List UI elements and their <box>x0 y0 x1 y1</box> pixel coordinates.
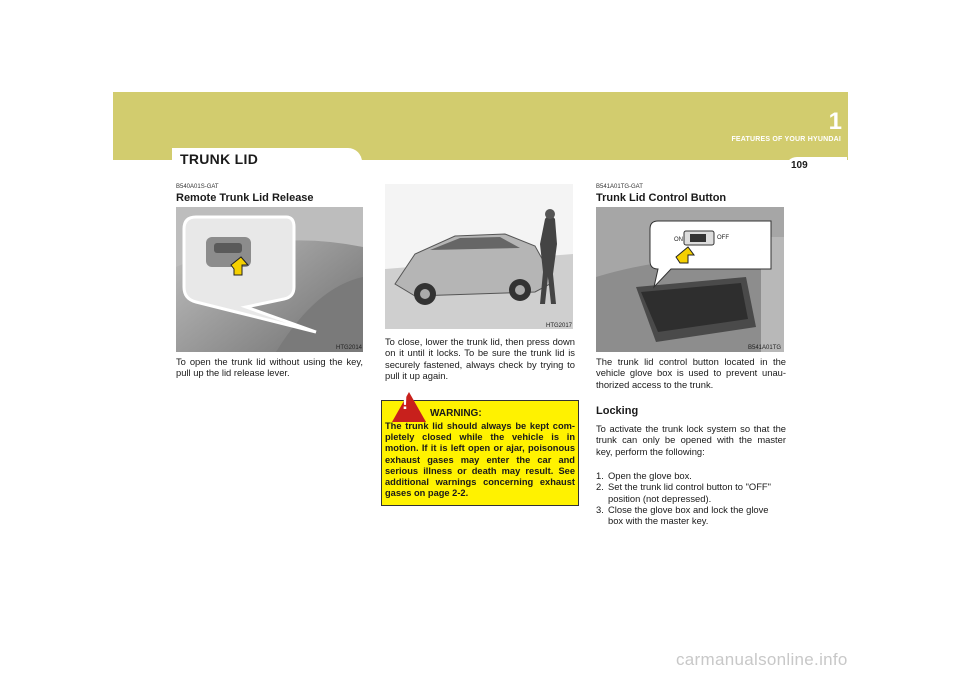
right-section-code: B541A01TG-GAT <box>596 184 643 190</box>
step-text: Open the glove box. <box>608 470 692 481</box>
middle-photo-label: HTG2017 <box>546 323 573 329</box>
right-photo-label: B541A01TG <box>748 345 782 351</box>
watermark: carmanualsonline.info <box>676 650 848 669</box>
list-item <box>596 481 786 504</box>
closing-trunk-photo <box>385 184 573 329</box>
glove-box-illustration <box>596 207 784 352</box>
warning-exclamation: ! <box>402 393 408 413</box>
step-number: 3. <box>596 503 604 515</box>
left-body-text: To open the trunk lid without using the key, pull up the lid release lever. <box>176 356 363 379</box>
trunk-release-lever-illustration <box>176 207 363 352</box>
middle-body-text: To close, lower the trunk lid, then press down on it until it locks. To be sure the trunk lid is securely fastened, always check by trying to pull it up again. <box>385 336 575 381</box>
step-number: 2. <box>596 481 604 493</box>
trunk-release-lever-photo <box>176 207 363 352</box>
switch-off-label: OFF <box>717 235 729 241</box>
warning-box <box>381 400 579 506</box>
section-title: TRUNK LID <box>180 151 259 167</box>
locking-steps <box>596 470 786 526</box>
step-text: Close the glove box and lock the glove box with the master key. <box>608 503 769 527</box>
locking-heading: Locking <box>596 405 639 417</box>
warning-title: WARNING: <box>430 408 482 419</box>
page-number-tab <box>785 157 847 175</box>
right-heading: Trunk Lid Control Button <box>596 192 727 204</box>
step-text: Set the trunk lid control button to "OFF" position (not depressed). <box>608 481 771 504</box>
list-item <box>596 470 786 481</box>
chapter-number: 1 <box>828 108 842 135</box>
left-section-code: B540A01S-GAT <box>176 184 219 190</box>
sedan-illustration <box>385 184 573 329</box>
switch-on-label: ON <box>674 237 683 243</box>
warning-text: The trunk lid should always be kept com-pletely closed while the vehicle is in motion. If it is left open or ajar, poisonous exhaust gases may enter the car and serious illness or death may result. See additional warnings concerning exhaust gases on page 2-2. <box>385 421 575 499</box>
page-number: 109 <box>791 160 808 171</box>
left-heading: Remote Trunk Lid Release <box>176 192 314 204</box>
chapter-title: FEATURES OF YOUR HYUNDAI <box>731 136 841 143</box>
step-number: 1. <box>596 470 604 481</box>
list-item <box>596 504 786 527</box>
right-body-text: The trunk lid control button located in the vehicle glove box is used to prevent unau-thorized access to the trunk. <box>596 356 786 390</box>
left-photo-label: HTG2014 <box>336 345 363 351</box>
glove-box-photo <box>596 207 784 352</box>
section-title-tab <box>172 148 362 170</box>
locking-text: To activate the trunk lock system so that the trunk can only be opened with the master key, perform the following: <box>596 423 786 457</box>
